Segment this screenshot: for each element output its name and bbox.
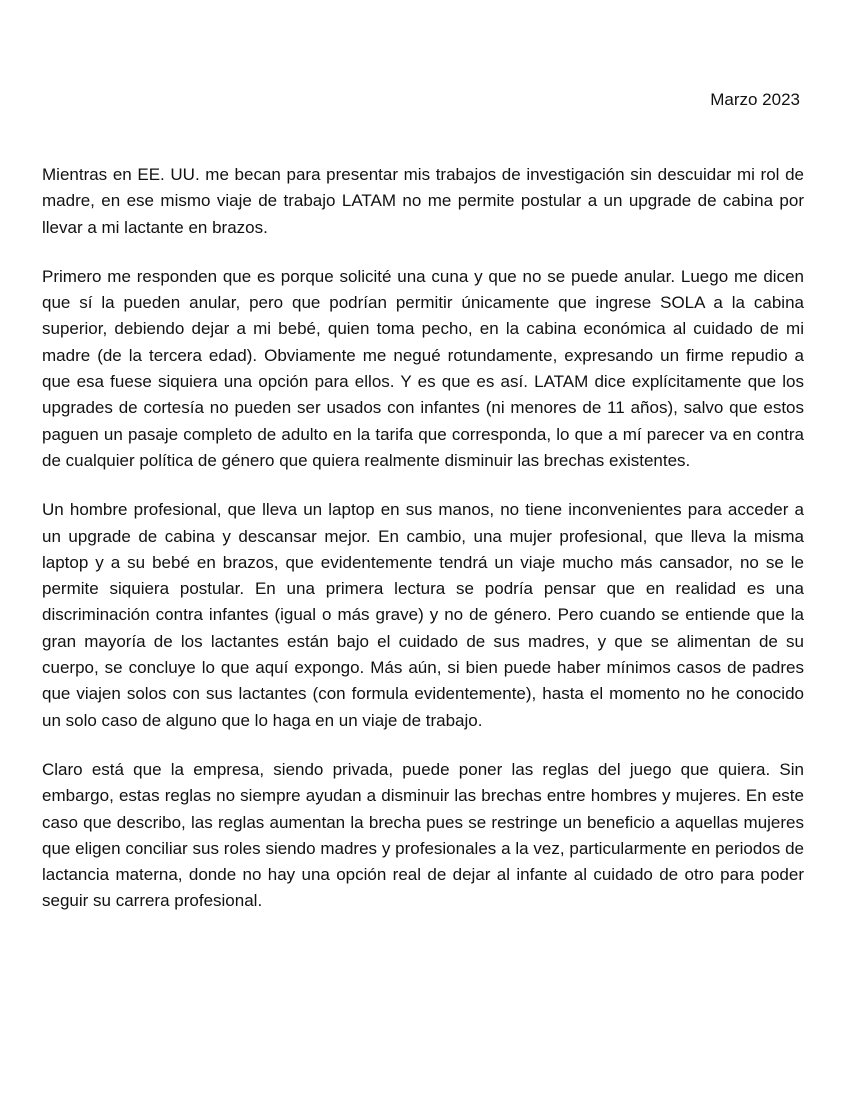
paragraph-4: Claro está que la empresa, siendo privada, puede poner las reglas del juego que quiera. Sin embargo, estas reglas no siempre ayudan a disminuir las brechas entre hombres y mujeres. En este caso que describo, las reglas aumentan la brecha pues se restringe un beneficio a aquellas mujeres que eligen conciliar sus roles siendo madres y profesionales a la vez, particularmente en periodos de lactancia materna, donde no hay una opción real de dejar al infante al cuidado de otro para poder seguir su carrera profesional.: [42, 759, 804, 911]
document-body: [42, 162, 804, 938]
paragraph-3: Un hombre profesional, que lleva un laptop en sus manos, no tiene inconvenientes para acceder a un upgrade de cabina y descansar mejor. En cambio, una mujer profesional, que lleva la misma laptop y a su bebé en brazos, que evidentemente tendrá un viaje mucho más cansador, no se le permite siquiera postular. En una primera lectura se podría pensar que en realidad es una discriminación contra infantes (igual o más grave) y no de género. Pero cuando se entiende que la gran mayoría de los lactantes están bajo el cuidado de sus madres, y que se alimentan de su cuerpo, se concluye lo que aquí expongo. Más aún, si bien puede haber mínimos casos de padres que viajen solos con sus lactantes (con formula evidentemente), hasta el momento no he conocido un solo caso de alguno que lo haga en un viaje de trabajo.: [42, 500, 804, 730]
document-date: Marzo 2023: [710, 90, 800, 109]
paragraph-1: Mientras en EE. UU. me becan para presentar mis trabajos de investigación sin descuidar mi rol de madre, en ese mismo viaje de trabajo LATAM no me permite postular a un upgrade de cabina por llevar a mi lactante en brazos.: [42, 165, 804, 237]
paragraph-2: Primero me responden que es porque solicité una cuna y que no se puede anular. Luego me dicen que sí la pueden anular, pero que podrían permitir únicamente que ingrese SOLA a la cabina superior, debiendo dejar a mi bebé, quien toma pecho, en la cabina económica al cuidado de mi madre (de la tercera edad). Obviamente me negué rotundamente, expresando un firme repudio a que esa fuese siquiera una opción para ellos. Y es que es así. LATAM dice explícitamente que los upgrades de cortesía no pueden ser usados con infantes (ni menores de 11 años), salvo que estos paguen un pasaje completo de adulto en la tarifa que corresponda, lo que a mí parecer va en contra de cualquier política de género que quiera realmente disminuir las brechas existentes.: [42, 266, 804, 470]
